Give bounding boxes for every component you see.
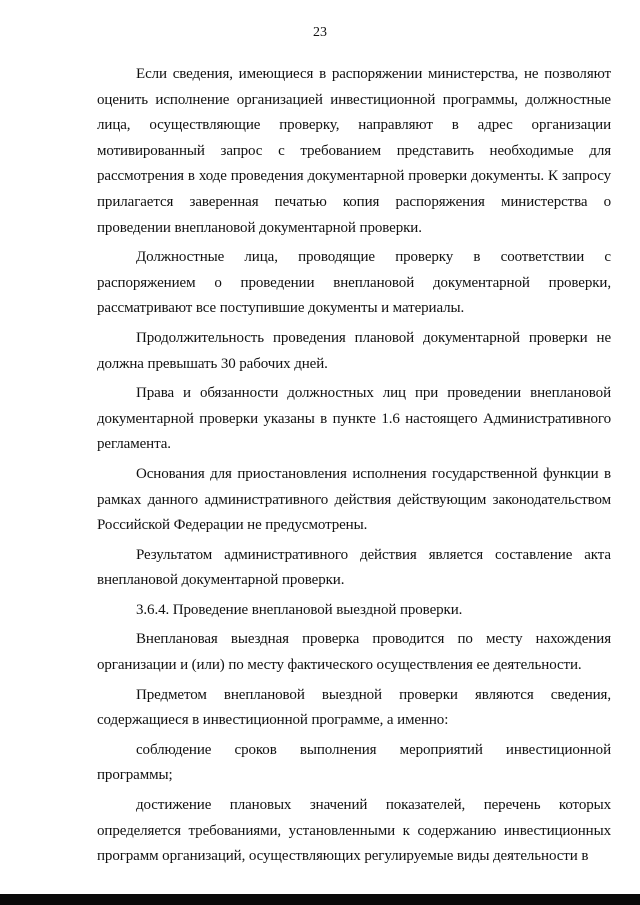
scan-edge-bar xyxy=(0,894,640,905)
paragraph: Внеплановая выездная проверка проводится по месту нахождения организации и (или) по месту фактического осуществления ее деятельности. xyxy=(97,631,611,674)
section-heading: 3.6.4. Проведение внеплановой выездной проверки. xyxy=(136,601,463,618)
page-number: 23 xyxy=(313,25,327,40)
list-item: соблюдение сроков выполнения мероприятий инвестиционной программы; xyxy=(97,741,611,784)
paragraph: Если сведения, имеющиеся в распоряжении министерства, не позволяют оценить исполнение организацией инвестиционной программы, должностные лица, осуществляющие проверку, направляют в адрес организации мотивированный запрос с требованием представить необходимые для рассмотрения в ходе проведения документарной проверки документы. К запросу прилагается заверенная печатью копия распоряжения министерства о проведении внеплановой документарной проверки. xyxy=(97,66,611,236)
document-body xyxy=(97,62,611,874)
paragraph: Должностные лица, проводящие проверку в соответствии с распоряжением о проведении внеплановой документарной проверки, рассматривают все поступившие документы и материалы. xyxy=(97,249,611,317)
paragraph: Права и обязанности должностных лиц при проведении внеплановой документарной проверки указаны в пункте 1.6 настоящего Административного регламента. xyxy=(97,385,611,453)
paragraph: Продолжительность проведения плановой документарной проверки не должна превышать 30 рабочих дней. xyxy=(97,329,611,372)
paragraph: Результатом административного действия является составление акта внеплановой документарной проверки. xyxy=(97,546,611,589)
paragraph: Основания для приостановления исполнения государственной функции в рамках данного административного действия действующим законодательством Российской Федерации не предусмотрены. xyxy=(97,465,611,534)
list-item: достижение плановых значений показателей, перечень которых определяется требованиями, установленными к содержанию инвестиционных программ организаций, осуществляющих регулируемые виды деятельности в xyxy=(97,797,611,865)
paragraph: Предметом внеплановой выездной проверки являются сведения, содержащиеся в инвестиционной программе, а именно: xyxy=(97,686,611,729)
